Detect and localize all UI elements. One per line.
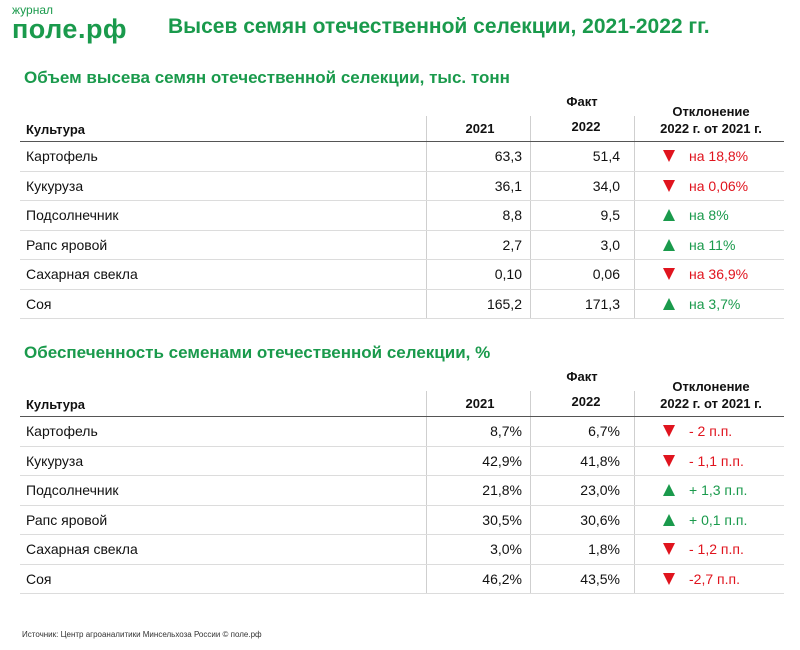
value-2021-cell: 3,0% xyxy=(426,535,530,564)
value-2022-cell: 171,3 xyxy=(530,290,634,319)
deviation-value: на 36,9% xyxy=(689,266,749,283)
value-2022-cell: 51,4 xyxy=(530,142,634,171)
fact-header: Факт xyxy=(566,94,598,109)
deviation-value: - 1,1 п.п. xyxy=(689,452,744,469)
logo xyxy=(12,4,127,42)
sowing-volume-table xyxy=(20,92,784,319)
value-2022-cell: 6,7% xyxy=(530,417,634,446)
table-row xyxy=(20,447,784,477)
arrow-up-icon xyxy=(663,514,675,526)
arrow-down-icon xyxy=(663,543,675,555)
deviation-cell xyxy=(634,172,784,201)
table-row xyxy=(20,476,784,506)
table-row xyxy=(20,260,784,290)
year1-header: 2021 xyxy=(465,121,495,136)
table-body xyxy=(20,142,784,319)
deviation-value: - 2 п.п. xyxy=(689,423,733,440)
logo-caption: журнал xyxy=(12,3,54,17)
deviation-value: на 11% xyxy=(689,236,736,253)
column-divider xyxy=(530,391,531,416)
culture-cell: Соя xyxy=(26,570,52,587)
culture-header: Культура xyxy=(26,122,86,137)
value-2022-cell: 9,5 xyxy=(530,201,634,230)
column-divider xyxy=(634,116,635,141)
arrow-down-icon xyxy=(663,150,675,162)
deviation-header-line1: Отклонение xyxy=(672,104,750,119)
fact-header: Факт xyxy=(566,369,598,384)
culture-cell: Картофель xyxy=(26,423,98,440)
column-divider xyxy=(426,116,427,141)
column-divider xyxy=(426,391,427,416)
arrow-up-icon xyxy=(663,484,675,496)
culture-cell: Подсолнечник xyxy=(26,482,119,499)
culture-cell: Кукуруза xyxy=(26,452,84,469)
arrow-down-icon xyxy=(663,573,675,585)
value-2021-cell: 165,2 xyxy=(426,290,530,319)
deviation-value: на 18,8% xyxy=(689,148,749,165)
deviation-header-line2: 2022 г. от 2021 г. xyxy=(660,396,762,411)
value-2022-cell: 41,8% xyxy=(530,447,634,476)
value-2022-cell: 43,5% xyxy=(530,565,634,594)
value-2021-cell: 21,8% xyxy=(426,476,530,505)
value-2021-cell: 42,9% xyxy=(426,447,530,476)
culture-cell: Картофель xyxy=(26,148,98,165)
value-2021-cell: 2,7 xyxy=(426,231,530,260)
value-2022-cell: 23,0% xyxy=(530,476,634,505)
year1-header: 2021 xyxy=(465,396,495,411)
value-2022-cell: 30,6% xyxy=(530,506,634,535)
table-row xyxy=(20,535,784,565)
arrow-down-icon xyxy=(663,268,675,280)
deviation-value: на 0,06% xyxy=(689,177,749,194)
table-row xyxy=(20,142,784,172)
deviation-cell xyxy=(634,417,784,446)
table-row xyxy=(20,417,784,447)
deviation-cell xyxy=(634,290,784,319)
value-2022-cell: 3,0 xyxy=(530,231,634,260)
deviation-cell xyxy=(634,476,784,505)
culture-cell: Рапс яровой xyxy=(26,511,108,528)
arrow-up-icon xyxy=(663,209,675,221)
table-row xyxy=(20,290,784,320)
table-body xyxy=(20,417,784,594)
table-row xyxy=(20,565,784,595)
deviation-cell xyxy=(634,565,784,594)
deviation-cell xyxy=(634,447,784,476)
year2-header: 2022 xyxy=(571,394,601,409)
value-2021-cell: 63,3 xyxy=(426,142,530,171)
value-2021-cell: 8,7% xyxy=(426,417,530,446)
deviation-cell xyxy=(634,506,784,535)
culture-cell: Подсолнечник xyxy=(26,207,119,224)
table2-title: Обеспеченность семенами отечественной селекции, % xyxy=(24,343,491,362)
table-row xyxy=(20,201,784,231)
table-row xyxy=(20,506,784,536)
table-header xyxy=(20,92,784,142)
table-header xyxy=(20,367,784,417)
culture-cell: Рапс яровой xyxy=(26,236,108,253)
deviation-header-line1: Отклонение xyxy=(672,379,750,394)
value-2022-cell: 1,8% xyxy=(530,535,634,564)
deviation-value: + 1,3 п.п. xyxy=(689,482,748,499)
culture-cell: Соя xyxy=(26,295,52,312)
arrow-up-icon xyxy=(663,239,675,251)
value-2022-cell: 0,06 xyxy=(530,260,634,289)
deviation-cell xyxy=(634,142,784,171)
arrow-up-icon xyxy=(663,298,675,310)
deviation-cell xyxy=(634,535,784,564)
culture-cell: Сахарная свекла xyxy=(26,541,138,558)
seed-supply-table xyxy=(20,367,784,594)
value-2022-cell: 34,0 xyxy=(530,172,634,201)
deviation-cell xyxy=(634,231,784,260)
culture-header: Культура xyxy=(26,397,86,412)
column-divider xyxy=(634,391,635,416)
table1-title: Объем высева семян отечественной селекции, тыс. тонн xyxy=(24,68,510,87)
deviation-value: -2,7 п.п. xyxy=(689,570,740,587)
deviation-value: на 8% xyxy=(689,207,729,224)
value-2021-cell: 36,1 xyxy=(426,172,530,201)
value-2021-cell: 46,2% xyxy=(426,565,530,594)
value-2021-cell: 0,10 xyxy=(426,260,530,289)
arrow-down-icon xyxy=(663,425,675,437)
culture-cell: Сахарная свекла xyxy=(26,266,138,283)
deviation-cell xyxy=(634,260,784,289)
deviation-header-line2: 2022 г. от 2021 г. xyxy=(660,121,762,136)
column-divider xyxy=(530,116,531,141)
arrow-down-icon xyxy=(663,180,675,192)
arrow-down-icon xyxy=(663,455,675,467)
culture-cell: Кукуруза xyxy=(26,177,84,194)
value-2021-cell: 8,8 xyxy=(426,201,530,230)
source-note: Источник: Центр агроаналитики Минсельхоза России © поле.рф xyxy=(22,630,262,639)
deviation-cell xyxy=(634,201,784,230)
deviation-value: + 0,1 п.п. xyxy=(689,511,748,528)
table-row xyxy=(20,172,784,202)
value-2021-cell: 30,5% xyxy=(426,506,530,535)
deviation-value: на 3,7% xyxy=(689,295,741,312)
logo-wordmark: поле.рф xyxy=(12,14,128,44)
deviation-value: - 1,2 п.п. xyxy=(689,541,744,558)
page-title: Высев семян отечественной селекции, 2021-2022 гг. xyxy=(168,15,710,38)
table-row xyxy=(20,231,784,261)
year2-header: 2022 xyxy=(571,119,601,134)
